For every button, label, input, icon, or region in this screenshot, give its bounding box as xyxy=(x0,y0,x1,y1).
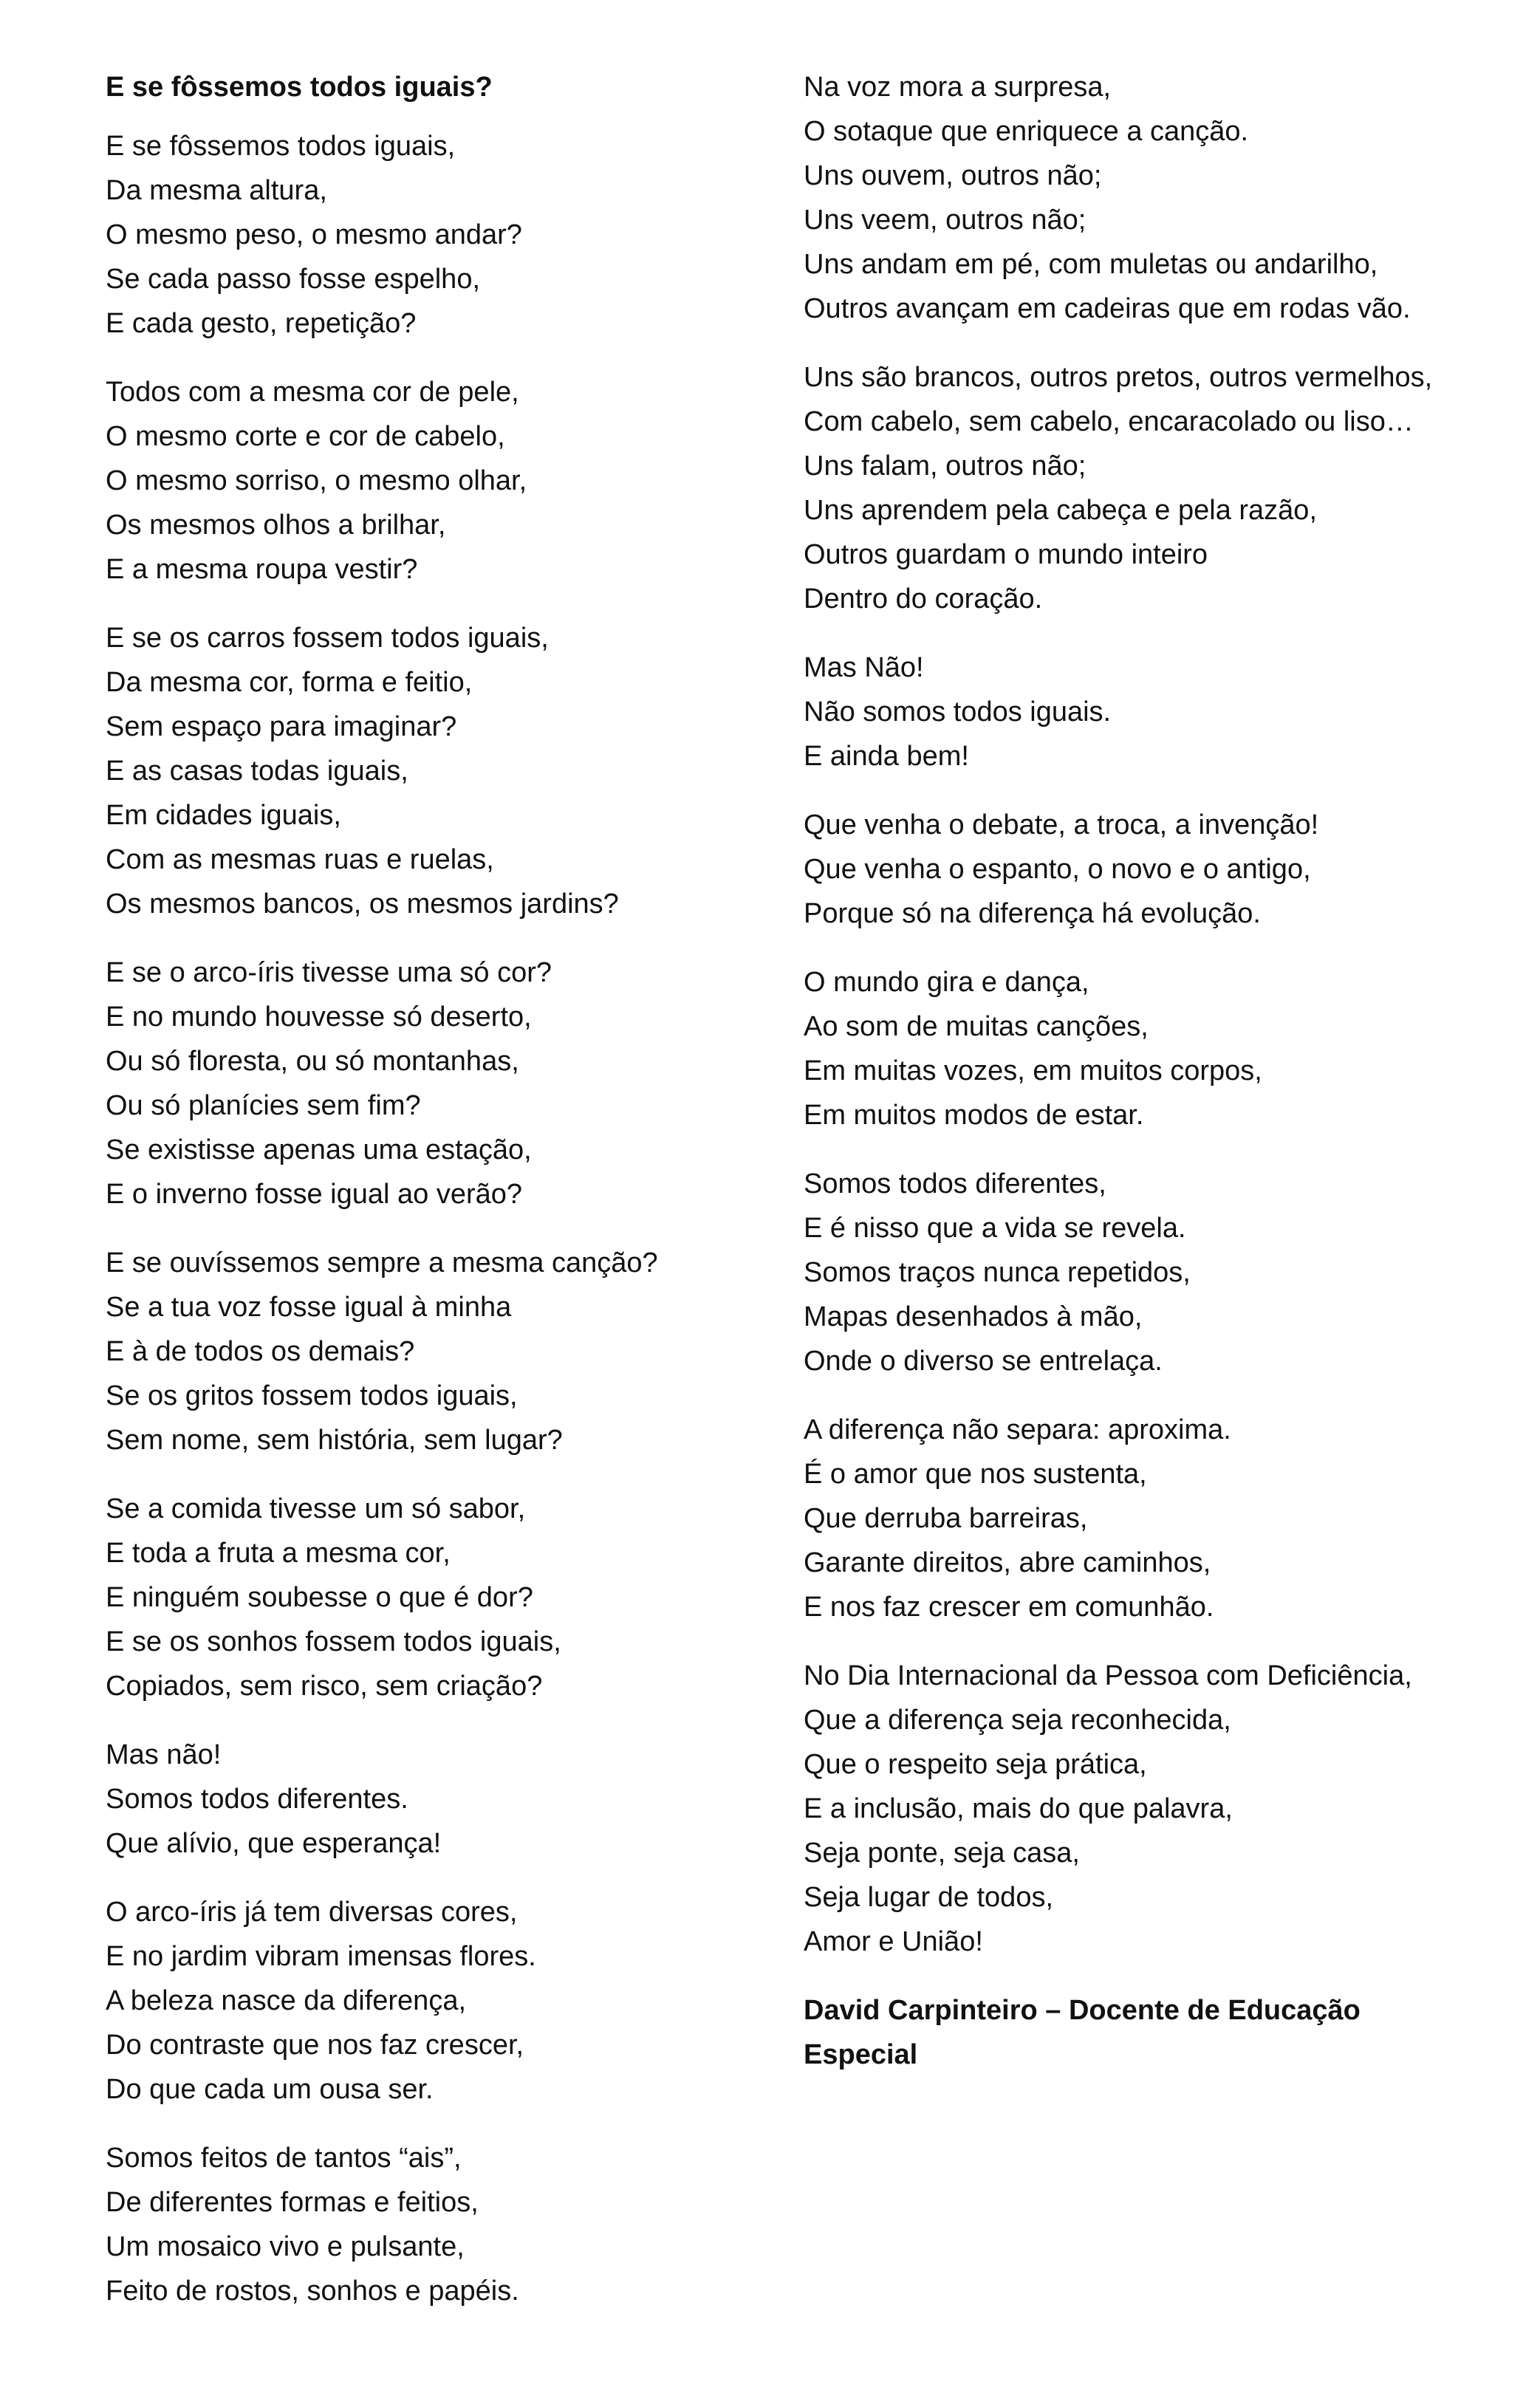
poem-line: O arco-íris já tem diversas cores, xyxy=(106,1897,518,1928)
poem-line: Seja ponte, seja casa, xyxy=(804,1838,1080,1869)
poem-line: Uns são brancos, outros pretos, outros vermelhos, xyxy=(804,362,1433,393)
poem-line: Amor e União! xyxy=(804,1926,983,1957)
poem-line: Se os gritos fossem todos iguais, xyxy=(106,1380,518,1411)
poem-line: E o inverno fosse igual ao verão? xyxy=(106,1179,523,1210)
poem-line: E as casas todas iguais, xyxy=(106,756,408,787)
poem-line: E é nisso que a vida se revela. xyxy=(804,1213,1186,1244)
author-signature: David Carpinteiro – Docente de Educação Especial xyxy=(804,1995,1361,2070)
poem-line: E ninguém soubesse o que é dor? xyxy=(106,1582,533,1613)
poem-line: Uns veem, outros não; xyxy=(804,205,1086,236)
poem-line: Que venha o debate, a troca, a invenção! xyxy=(804,809,1319,841)
poem-line: E se fôssemos todos iguais, xyxy=(106,131,456,162)
poem-line: E à de todos os demais? xyxy=(106,1336,415,1367)
poem-line: O mesmo peso, o mesmo andar? xyxy=(106,219,522,250)
poem-line: Feito de rostos, sonhos e papéis. xyxy=(106,2276,519,2307)
poem-line: Da mesma altura, xyxy=(106,175,327,206)
stanza xyxy=(106,616,770,926)
poem-line: É o amor que nos sustenta, xyxy=(804,1459,1147,1490)
stanza xyxy=(804,65,1454,331)
poem-line: Se existisse apenas uma estação, xyxy=(106,1134,532,1165)
poem-line: Uns ouvem, outros não; xyxy=(804,160,1102,191)
poem-line: Ou só floresta, ou só montanhas, xyxy=(106,1046,519,1077)
poem-line: Onde o diverso se entrelaça. xyxy=(804,1346,1163,1377)
poem-line: Garante direitos, abre caminhos, xyxy=(804,1547,1211,1578)
poem-line: Mapas desenhados à mão, xyxy=(804,1301,1143,1332)
poem-line: Não somos todos iguais. xyxy=(804,696,1112,728)
stanza xyxy=(106,951,770,1216)
poem-line: Em cidades iguais, xyxy=(106,800,341,831)
poem-line: A beleza nasce da diferença, xyxy=(106,1985,467,2016)
poem-line: Mas não! xyxy=(106,1739,222,1770)
poem-line: Na voz mora a surpresa, xyxy=(804,72,1112,103)
poem-line: De diferentes formas e feitios, xyxy=(106,2187,479,2218)
poem-line: Da mesma cor, forma e feitio, xyxy=(106,667,473,698)
poem-line: E se os carros fossem todos iguais, xyxy=(106,623,549,654)
stanza xyxy=(804,803,1454,936)
poem-line: Somos todos diferentes, xyxy=(804,1168,1106,1199)
poem-line: Ao som de muitas canções, xyxy=(804,1011,1149,1042)
poem-line: Se cada passo fosse espelho, xyxy=(106,264,481,295)
stanza xyxy=(804,1162,1454,1383)
poem-line: Outros guardam o mundo inteiro xyxy=(804,539,1208,570)
poem-line: Somos feitos de tantos “ais”, xyxy=(106,2143,462,2174)
poem-line: Com cabelo, sem cabelo, encaracolado ou liso… xyxy=(804,406,1414,437)
poem-line: E no mundo houvesse só deserto, xyxy=(106,1002,532,1033)
right-stanzas xyxy=(804,65,1454,1964)
poem-line: Que alívio, que esperança! xyxy=(106,1828,442,1859)
poem-line: Um mosaico vivo e pulsante, xyxy=(106,2231,465,2262)
stanza xyxy=(804,960,1454,1137)
poem-line: Em muitos modos de estar. xyxy=(804,1100,1144,1131)
poem-line: E cada gesto, repetição? xyxy=(106,308,417,339)
poem-line: Outros avançam em cadeiras que em rodas vão. xyxy=(804,293,1411,324)
stanza xyxy=(804,646,1454,778)
poem-line: E a inclusão, mais do que palavra, xyxy=(804,1793,1233,1824)
poem-line: Se a comida tivesse um só sabor, xyxy=(106,1493,526,1524)
right-column xyxy=(804,65,1454,2077)
poem-line: Sem nome, sem história, sem lugar? xyxy=(106,1425,563,1456)
poem-line: Uns falam, outros não; xyxy=(804,451,1086,482)
stanza xyxy=(804,1408,1454,1629)
stanza xyxy=(106,1241,770,1462)
poem-line: Ou só planícies sem fim? xyxy=(106,1090,421,1121)
poem-line: Do que cada um ousa ser. xyxy=(106,2074,434,2105)
stanza xyxy=(106,370,770,592)
poem-line: Do contraste que nos faz crescer, xyxy=(106,2030,524,2061)
stanza xyxy=(106,1733,770,1866)
stanza xyxy=(106,1487,770,1708)
stanza xyxy=(106,124,770,346)
poem-line: Sem espaço para imaginar? xyxy=(106,711,457,742)
poem-line: Mas Não! xyxy=(804,652,924,683)
poem-line: O mundo gira e dança, xyxy=(804,967,1089,998)
left-stanzas xyxy=(106,124,770,2313)
poem-line: Que a diferença seja reconhecida, xyxy=(804,1705,1231,1736)
stanza xyxy=(804,355,1454,621)
stanza xyxy=(106,2136,770,2313)
poem-line: E se o arco-íris tivesse uma só cor? xyxy=(106,957,552,988)
poem-line: Uns aprendem pela cabeça e pela razão, xyxy=(804,495,1318,526)
poem-line: Que venha o espanto, o novo e o antigo, xyxy=(804,854,1311,885)
poem-line: Somos todos diferentes. xyxy=(106,1784,408,1815)
left-column xyxy=(106,65,770,2338)
poem-line: E toda a fruta a mesma cor, xyxy=(106,1538,451,1569)
poem-line: E se ouvíssemos sempre a mesma canção? xyxy=(106,1247,658,1278)
poem-line: E se os sonhos fossem todos iguais, xyxy=(106,1626,561,1657)
poem-line: Seja lugar de todos, xyxy=(804,1882,1054,1913)
poem-line: Os mesmos olhos a brilhar, xyxy=(106,510,446,541)
poem-line: Somos traços nunca repetidos, xyxy=(804,1257,1191,1288)
poem-line: Em muitas vozes, em muitos corpos, xyxy=(804,1055,1262,1086)
poem-line: E ainda bem! xyxy=(804,741,969,772)
poem-line: Dentro do coração. xyxy=(804,583,1043,614)
poem-line: Os mesmos bancos, os mesmos jardins? xyxy=(106,889,619,920)
poem-line: E no jardim vibram imensas flores. xyxy=(106,1941,536,1972)
poem-line: A diferença não separa: aproxima. xyxy=(804,1414,1231,1445)
poem-line: E nos faz crescer em comunhão. xyxy=(804,1592,1214,1623)
poem-line: Que derruba barreiras, xyxy=(804,1503,1088,1534)
stanza xyxy=(804,1654,1454,1964)
poem-line: O mesmo corte e cor de cabelo, xyxy=(106,421,505,452)
poem-line: Todos com a mesma cor de pele, xyxy=(106,377,519,408)
poem-line: Copiados, sem risco, sem criação? xyxy=(106,1671,543,1702)
poem-line: Que o respeito seja prática, xyxy=(804,1749,1147,1780)
poem-line: Uns andam em pé, com muletas ou andarilho, xyxy=(804,249,1378,280)
poem-line: E a mesma roupa vestir? xyxy=(106,554,418,585)
poem-line: No Dia Internacional da Pessoa com Deficiência, xyxy=(804,1660,1412,1691)
poem-line: Se a tua voz fosse igual à minha xyxy=(106,1292,512,1323)
poem-line: O mesmo sorriso, o mesmo olhar, xyxy=(106,465,527,496)
poem-line: Com as mesmas ruas e ruelas, xyxy=(106,844,494,875)
stanza xyxy=(106,1890,770,2112)
poem-line: Porque só na diferença há evolução. xyxy=(804,898,1261,929)
poem-title: E se fôssemos todos iguais? xyxy=(106,72,493,103)
poem-line: O sotaque que enriquece a canção. xyxy=(804,116,1249,147)
